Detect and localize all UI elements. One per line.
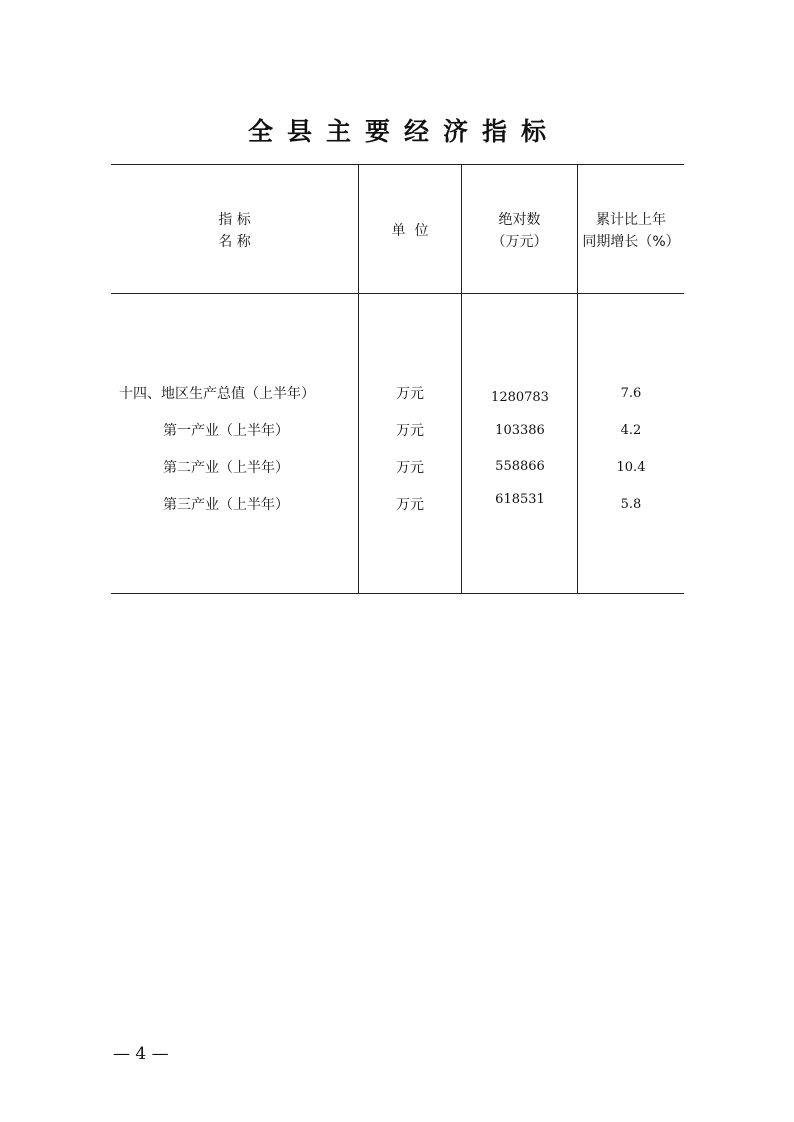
row-growth: 4.2 [620, 423, 642, 438]
row-unit: 万元 [396, 386, 424, 402]
row-unit: 万元 [396, 460, 424, 476]
row-name: 十四、地区生产总值（上半年） [119, 386, 315, 402]
page-number: — 4 — [113, 1044, 169, 1064]
row-absolute: 618531 [495, 492, 545, 507]
header-divider [111, 293, 684, 294]
row-absolute: 558866 [495, 459, 545, 474]
row-absolute: 1280783 [491, 390, 549, 405]
row-unit: 万元 [396, 423, 424, 439]
header-growth: 累计比上年 同期增长（%） [582, 212, 680, 250]
indicator-table [111, 164, 684, 594]
row-name: 第二产业（上半年） [163, 460, 289, 476]
row-name: 第三产业（上半年） [163, 497, 289, 513]
row-absolute: 103386 [495, 423, 545, 438]
row-growth: 5.8 [620, 497, 642, 512]
row-unit: 万元 [396, 497, 424, 513]
header-unit: 单 位 [391, 223, 429, 239]
row-growth: 10.4 [616, 460, 646, 475]
row-growth: 7.6 [620, 386, 642, 401]
page-title: 全县主要经济指标 [247, 117, 560, 146]
header-absolute: 绝对数 （万元） [491, 212, 548, 250]
row-name: 第一产业（上半年） [163, 423, 289, 439]
header-name: 指 标 名 称 [218, 212, 251, 250]
